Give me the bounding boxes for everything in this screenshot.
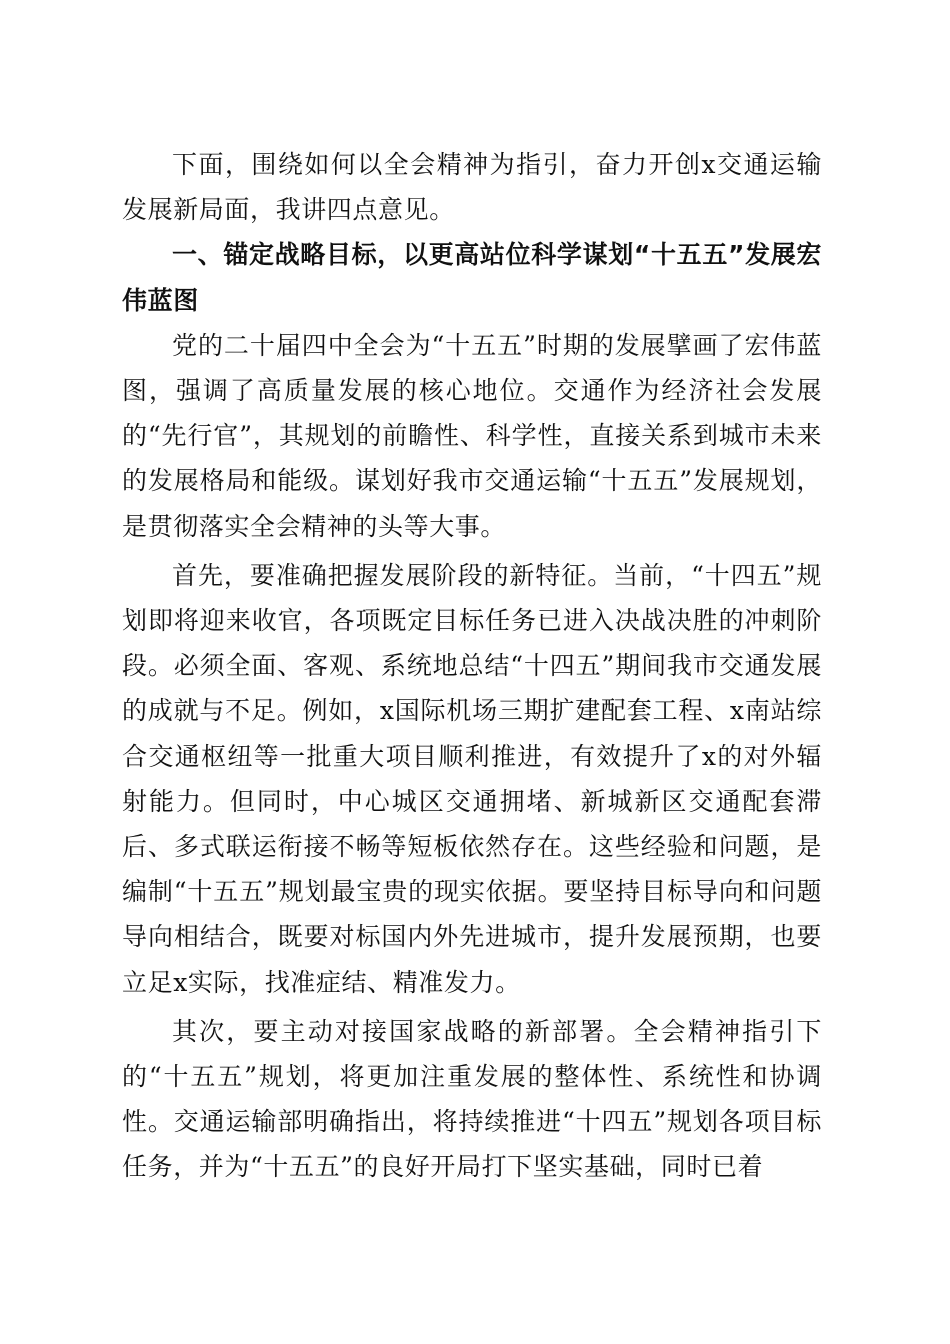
document-page <box>122 142 822 1190</box>
body-paragraph-1: 党的二十届四中全会为“十五五”时期的发展擘画了宏伟蓝图，强调了高质量发展的核心地位。交通作为经济社会发展的“先行官”，其规划的前瞻性、科学性，直接关系到城市未来的发展格局和能级。谋划好我市交通运输“十五五”发展规划，是贯彻落实全会精神的头等大事。 <box>122 330 822 541</box>
body-paragraph-3: 其次，要主动对接国家战略的新部署。全会精神指引下的“十五五”规划，将更加注重发展的整体性、系统性和协调性。交通运输部明确指出，将持续推进“十四五”规划各项目标任务，并为“十五五”的良好开局打下坚实基础，同时已着 <box>122 1016 822 1182</box>
intro-paragraph: 下面，围绕如何以全会精神为指引，奋力开创x交通运输发展新局面，我讲四点意见。 <box>122 150 822 225</box>
section-heading-1: 一、锚定战略目标，以更高站位科学谋划“十五五”发展宏伟蓝图 <box>122 240 822 315</box>
body-paragraph-2: 首先，要准确把握发展阶段的新特征。当前，“十四五”规划即将迎来收官，各项既定目标任务已进入决战决胜的冲刺阶段。必须全面、客观、系统地总结“十四五”期间我市交通发展的成就与不足。例如，x国际机场三期扩建配套工程、x南站综合交通枢纽等一批重大项目顺利推进，有效提升了x的对外辐射能力。但同时，中心城区交通拥堵、新城新区交通配套滞后、多式联运衔接不畅等短板依然存在。这些经验和问题，是编制“十五五”规划最宝贵的现实依据。要坚持目标导向和问题导向相结合，既要对标国内外先进城市，提升发展预期，也要立足x实际，找准症结、精准发力。 <box>122 560 822 997</box>
